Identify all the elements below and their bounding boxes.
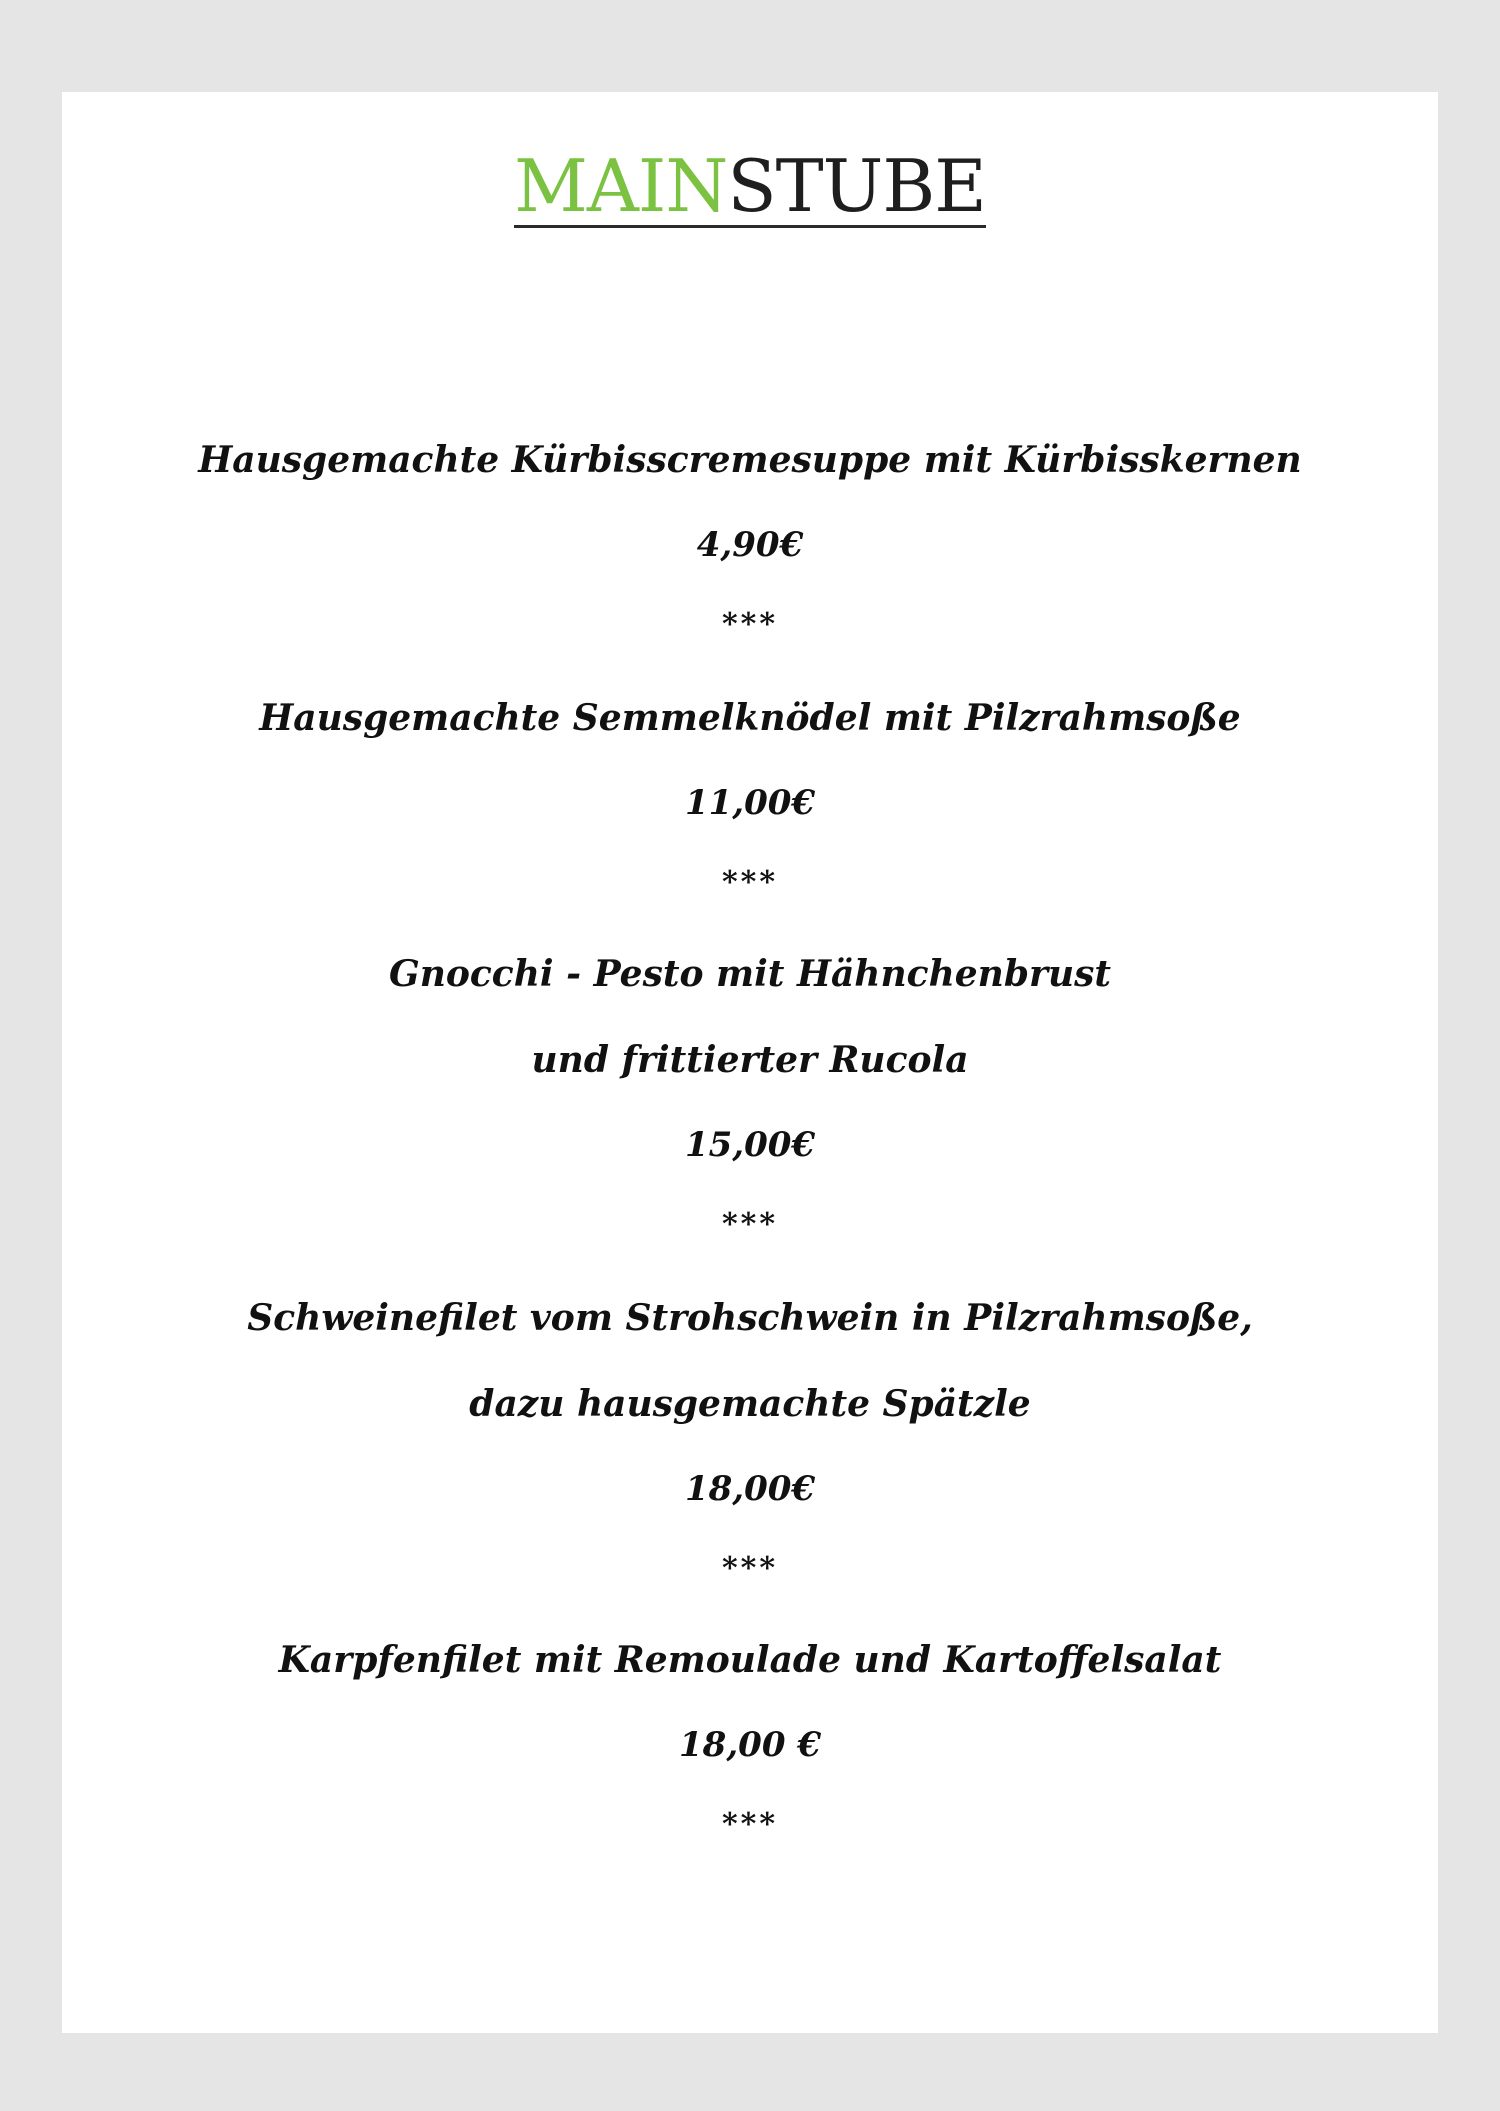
dish-price: 11,00€ [684, 783, 816, 823]
logo-main: MAIN [514, 144, 728, 228]
dish-name: Schweinefilet vom Strohschwein in Pilzrahmsoße, [247, 1297, 1253, 1339]
logo [62, 144, 1438, 228]
menu-page [62, 92, 1438, 2033]
dish-price: 18,00€ [684, 1469, 816, 1509]
separator: *** [721, 865, 779, 900]
logo-stube: STUBE [727, 144, 986, 228]
dish-price: 15,00€ [684, 1125, 816, 1165]
dish-name: Hausgemachte Semmelknödel mit Pilzrahmsoße [259, 697, 1241, 739]
separator: *** [721, 607, 779, 642]
dish-name: Gnocchi - Pesto mit Hähnchenbrust [388, 953, 1112, 995]
dish-name: Karpfenfilet mit Remoulade und Kartoffelsalat [278, 1639, 1222, 1681]
separator: *** [721, 1807, 779, 1842]
separator: *** [721, 1551, 779, 1586]
dish-name: Hausgemachte Kürbisscremesuppe mit Kürbisskernen [198, 439, 1302, 481]
dish-name-line-2: und frittierter Rucola [531, 1039, 969, 1081]
separator: *** [721, 1207, 779, 1242]
dish-price: 18,00 € [679, 1725, 821, 1765]
logo-wordmark [514, 144, 986, 228]
dish-name-line-2: dazu hausgemachte Spätzle [469, 1383, 1031, 1425]
dish-price: 4,90€ [696, 525, 804, 565]
